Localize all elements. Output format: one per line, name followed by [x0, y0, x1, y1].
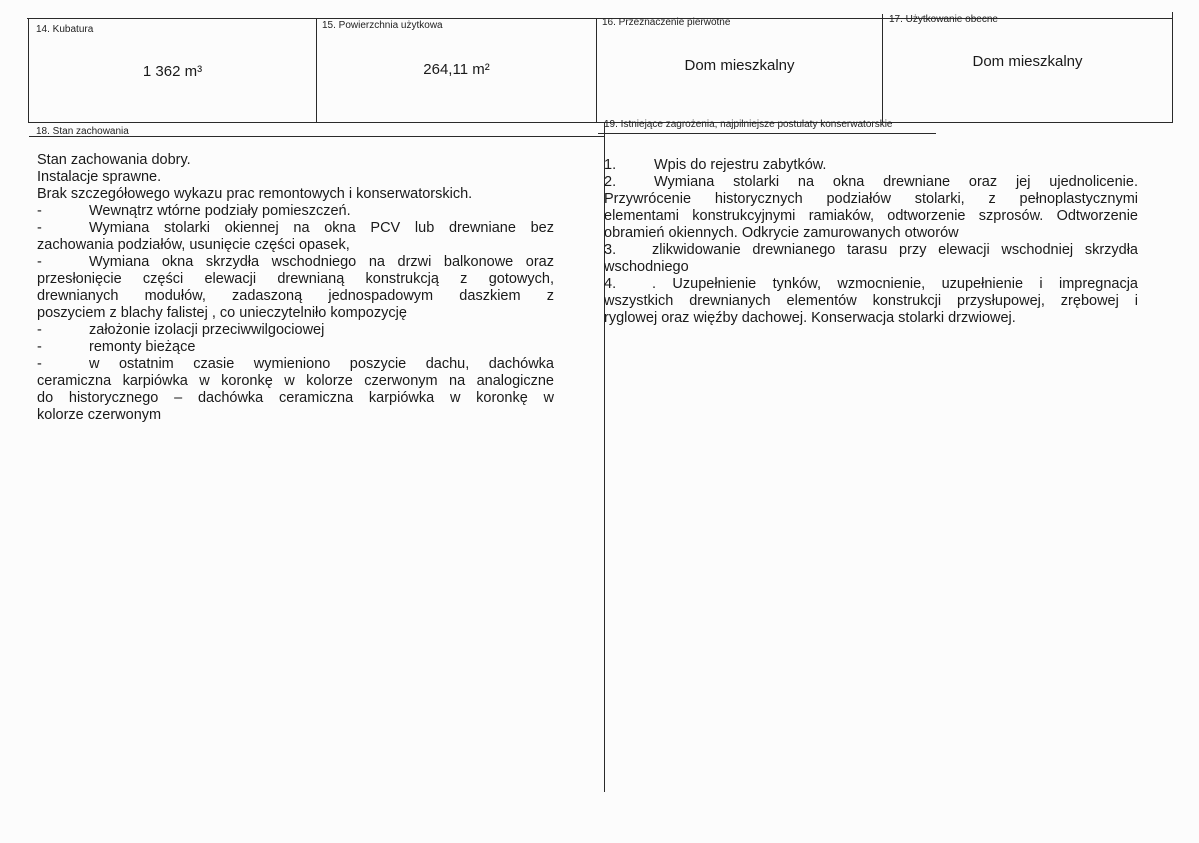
- dash-bullet: -: [37, 203, 42, 219]
- list-item: [37, 203, 554, 220]
- list-item-text: Wymiana stolarki okiennej na okna PCV lub drewniane bez: [89, 220, 554, 236]
- numbered-item: [604, 174, 1138, 191]
- item-number: 2.: [604, 174, 617, 190]
- item-number: 3.: [604, 242, 617, 258]
- dash-bullet: -: [37, 254, 42, 270]
- text-line: ceramiczna karpiówka w koronkę w kolorze czerwonym na analogiczne: [37, 373, 554, 389]
- text-line: drewnianych modułów, zadaszoną jednospadowym daszkiem z: [37, 288, 554, 304]
- label-19-underline: [598, 133, 936, 134]
- dash-bullet: -: [37, 356, 42, 372]
- list-item: [37, 220, 554, 237]
- field-19-label: 19. Istniejące zagrożenia, najpilniejsze postulaty konserwatorskie: [604, 119, 893, 130]
- list-item: [37, 322, 554, 339]
- field-16-label: 16. Przeznaczenie pierwotne: [602, 17, 731, 28]
- field-15-label: 15. Powierzchnia użytkowa: [322, 20, 443, 31]
- row1-bottom-border: [28, 122, 1173, 123]
- list-item: [37, 339, 554, 356]
- field-14-label: 14. Kubatura: [36, 24, 94, 35]
- text-line: ryglowej oraz więźby dachowej. Konserwacja stolarki drzwiowej.: [604, 310, 1016, 326]
- text-line: wschodniego: [604, 259, 689, 275]
- numbered-item: [604, 276, 1138, 293]
- text-line: Instalacje sprawne.: [37, 169, 162, 185]
- top-border: [27, 18, 1173, 19]
- list-item-text: Wewnątrz wtórne podziały pomieszczeń.: [89, 203, 351, 219]
- numbered-item-text: Wpis do rejestru zabytków.: [654, 157, 827, 173]
- text-line: poszyciem z blachy falistej , co unieczytelniło kompozycję: [37, 305, 407, 321]
- numbered-item-text: Wymiana stolarki na okna drewniane oraz jej ujednolicenie.: [654, 174, 1138, 190]
- list-item-text: remonty bieżące: [89, 339, 196, 355]
- field-17-label: 17. Użytkowanie obecne: [889, 14, 998, 25]
- numbered-item-text: . Uzupełnienie tynków, wzmocnienie, uzupełnienie i impregnacja: [652, 276, 1138, 292]
- item-number: 4.: [604, 276, 617, 292]
- text-line: przesłonięcie części elewacji drewnianą konstrukcją z gotowych,: [37, 271, 554, 287]
- dash-bullet: -: [37, 339, 42, 355]
- list-item-text: w ostatnim czasie wymieniono poszycie dachu, dachówka: [89, 356, 554, 372]
- field-16-value: Dom mieszkalny: [684, 57, 795, 74]
- numbered-item: [604, 242, 1138, 259]
- field-15-value: 264,11 m²: [423, 61, 490, 78]
- list-item-text: założonie izolacji przeciwwilgociowej: [89, 322, 325, 338]
- dash-bullet: -: [37, 220, 42, 236]
- numbered-item: [604, 157, 1138, 174]
- list-item: [37, 356, 554, 373]
- field-14-value: 1 362 m³: [142, 63, 203, 80]
- list-item: [37, 254, 554, 271]
- item-number: 1.: [604, 157, 617, 173]
- text-line: Brak szczegółowego wykazu prac remontowych i konserwatorskich.: [37, 186, 473, 202]
- field-18-label: 18. Stan zachowania: [36, 126, 129, 137]
- text-line: do historycznego – dachówka ceramiczna karpiówka w koronkę w: [37, 390, 554, 406]
- field-19-text: [604, 157, 1138, 327]
- list-item-text: Wymiana okna skrzydła wschodniego na drzwi balkonowe oraz: [89, 254, 554, 270]
- text-line: Przywrócenie historycznych podziałów stolarki, z pełnoplastycznymi: [604, 191, 1138, 207]
- right-border: [1172, 12, 1173, 123]
- field-18-text: [37, 152, 554, 424]
- dash-bullet: -: [37, 322, 42, 338]
- text-line: elementami konstrukcyjnymi ramiaków, odtworzenie szprosów. Odtworzenie: [604, 208, 1138, 224]
- numbered-item-text: zlikwidowanie drewnianego tarasu przy elewacji wschodniej skrzydła: [652, 242, 1138, 258]
- text-line: obramień okiennych. Odkrycie zamurowanych otworów: [604, 225, 959, 241]
- text-line: kolorze czerwonym: [37, 407, 162, 423]
- text-line: Stan zachowania dobry.: [37, 152, 191, 168]
- field-17-value: Dom mieszkalny: [972, 53, 1083, 70]
- text-line: wszystkich drewnianych elementów konstrukcji przysłupowej, zrębowej i: [604, 293, 1138, 309]
- text-line: zachowania podziałów, usunięcie części opasek,: [37, 237, 350, 253]
